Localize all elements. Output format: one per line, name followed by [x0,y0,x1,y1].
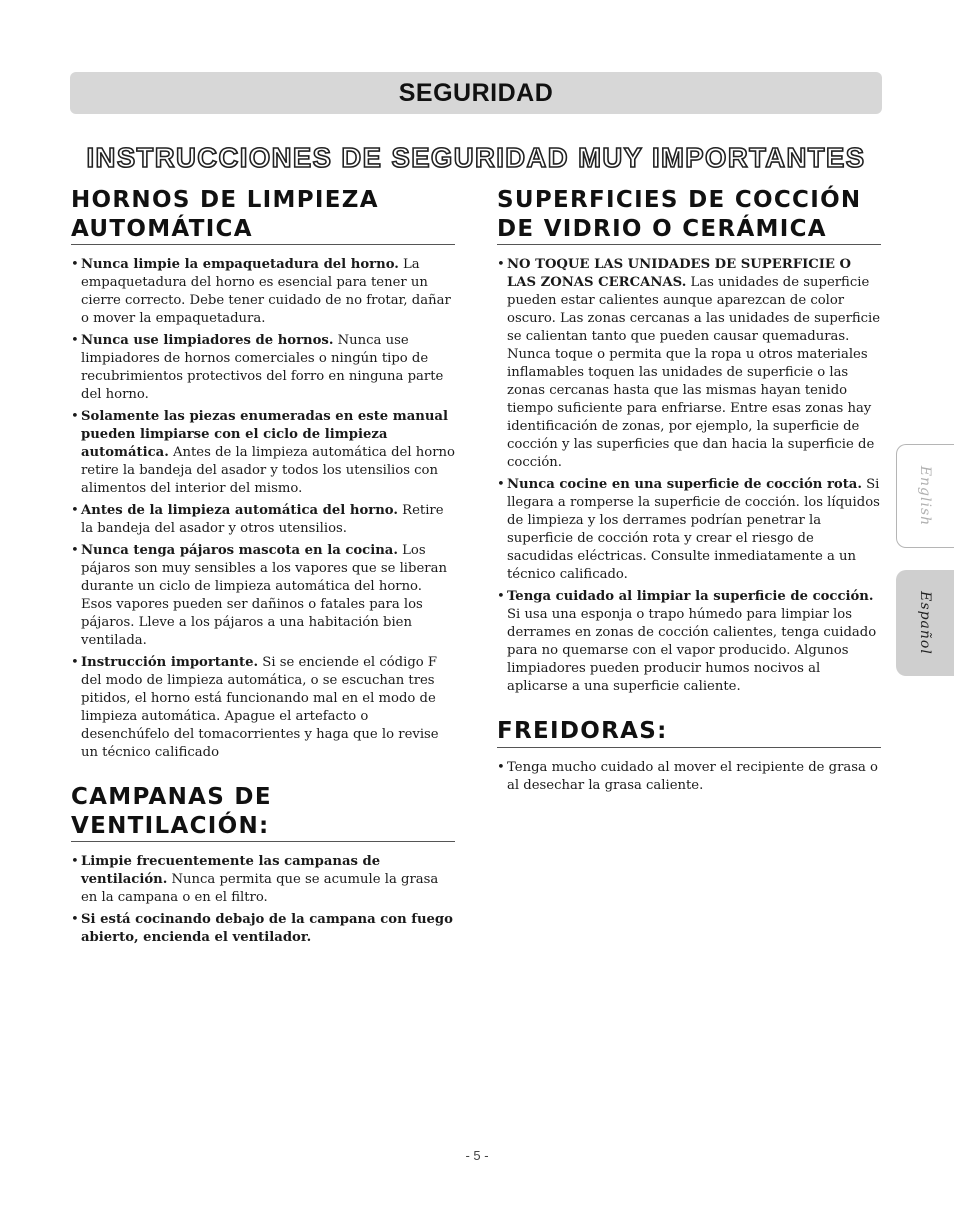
section-title-self-clean: HORNOS DE LIMPIEZA AUTOMÁTICA [71,186,455,245]
list-item: • Limpie frecuentemente las campanas de ventilación. Nunca permita que se acumule la grasa en la campana o en el filtro. [71,853,455,907]
list-item: • Instrucción importante. Si se enciende el código F del modo de limpieza automática, o se escuchan tres pitidos, el horno está funcionando mal en el modo de limpieza automática. Apague el artefacto o desenchúfelo del tomacorrientes y haga que lo revise un técnico calificado [71,654,455,762]
banner-title: SEGURIDAD [398,78,554,107]
section-title-glass-cooktops: SUPERFICIES DE COCCIÓN DE VIDRIO O CERÁMICA [497,186,881,245]
list-item: • Nunca limpie la empaquetadura del horno. La empaquetadura del horno es esencial para tener un cierre correcto. Debe tener cuidado de no frotar, dañar o mover la empaquetadura. [71,256,455,328]
left-column [71,186,455,951]
list-item: • Solamente las piezas enumeradas en este manual pueden limpiarse con el ciclo de limpieza automática. Antes de la limpieza automática del horno retire la bandeja del asador y todos los utensilios con alimentos del interior del mismo. [71,408,455,498]
list-item: • Nunca use limpiadores de hornos. Nunca use limpiadores de hornos comerciales o ningún tipo de recubrimientos protectivos del forro en ninguna parte del horno. [71,332,455,404]
section-banner [70,72,882,114]
list-item: • NO TOQUE LAS UNIDADES DE SUPERFICIE O LAS ZONAS CERCANAS. Las unidades de superficie pueden estar calientes aunque aparezcan de color oscuro. Las zonas cercanas a las unidades de superficie se calientan tanto que pueden causar quemaduras. Nunca toque o permita que la ropa u otros materiales inflamables toquen las unidades de superficie o las zonas cercanas hasta que las mismas hayan tenido tiempo suficiente para enfriarse. Entre esas zonas hay identificación de zonas, por ejemplo, la superficie de cocción y las superficies que dan hacia la superficie de cocción. [497,256,881,472]
list-item: • Antes de la limpieza automática del horno. Retire la bandeja del asador y otros utensilios. [71,502,455,538]
vent-hoods-list [71,853,455,947]
page-number: - 5 - [465,1148,489,1163]
self-clean-list [71,256,455,762]
glass-cooktops-list [497,256,881,696]
section-title-vent-hoods: CAMPANAS DE VENTILACIÓN: [71,783,455,842]
list-item: • Tenga cuidado al limpiar la superficie de cocción. Si usa una esponja o trapo húmedo para limpiar los derrames en zonas de cocción calientes, tenga cuidado para no quemarse con el vapor producido. Algunos limpiadores pueden producir humos nocivos al aplicarse a una superficie caliente. [497,588,881,696]
right-column [497,186,881,799]
list-item: • Nunca cocine en una superficie de cocción rota. Si llegara a romperse la superficie de cocción. los líquidos de limpieza y los derrames podrían penetrar la superficie de cocción rota y crear el riesgo de sacudidas eléctricas. Consulte inmediatamente a un técnico calificado. [497,476,881,584]
important-instructions-headline: INSTRUCCIONES DE SEGURIDAD MUY IMPORTANTES [86,142,866,173]
list-item: • Nunca tenga pájaros mascota en la cocina. Los pájaros son muy sensibles a los vapores que se liberan durante un ciclo de limpieza automática del horno. Esos vapores pueden ser dañinos o fatales para los pájaros. Lleve a los pájaros a una habitación bien ventilada. [71,542,455,650]
list-item: • Tenga mucho cuidado al mover el recipiente de grasa o al desechar la grasa caliente. [497,759,881,795]
fryers-list [497,759,881,795]
list-item: • Si está cocinando debajo de la campana con fuego abierto, encienda el ventilador. [71,911,455,947]
section-title-fryers: FREIDORAS: [497,717,881,748]
tab-espanol-label: Español [917,591,934,655]
tab-english[interactable] [896,444,954,548]
tab-espanol[interactable] [896,570,954,676]
tab-english-label: English [917,465,934,527]
